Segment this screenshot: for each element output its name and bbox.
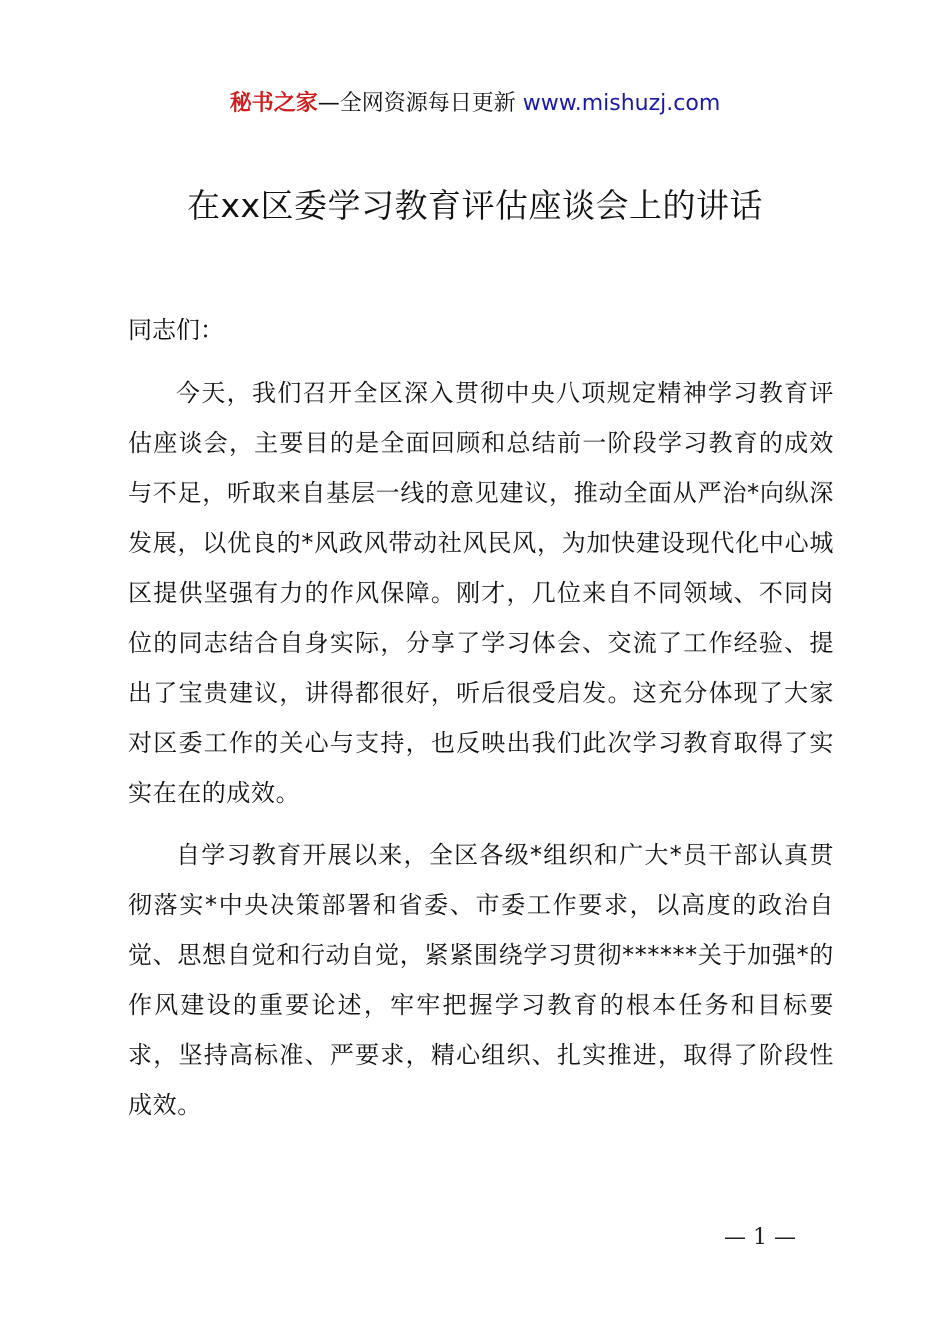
page-number: — 1 — xyxy=(724,1225,796,1250)
brand-name: 秘书之家 xyxy=(229,91,318,116)
document-title: 在xx区委学习教育评估座谈会上的讲话 xyxy=(186,186,764,225)
body-paragraph-1: 今天，我们召开全区深入贯彻中央八项规定精神学习教育评估座谈会，主要目的是全面回顾和总结前一阶段学习教育的成效与不足，听取来自基层一线的意见建议，推动全面从严治*向纵深发展，以优良的*风政风带动社风民风，为加快建设现代化中心城区提供坚强有力的作风保障。刚才，几位来自不同领域、不同岗位的同志结合自身实际，分享了学习体会、交流了工作经验、提出了宝贵建议，讲得都很好，听后很受启发。这充分体现了大家对区委工作的关心与支持，也反映出我们此次学习教育取得了实实在在的成效。 xyxy=(128,379,834,807)
salutation: 同志们： xyxy=(128,316,224,344)
site-header xyxy=(0,88,950,120)
site-url[interactable]: www.mishuzj.com xyxy=(515,91,721,116)
header-tagline: —全网资源每日更新 xyxy=(317,91,516,116)
body-paragraph-2: 自学习教育开展以来，全区各级*组织和广大*员干部认真贯彻落实*中央决策部署和省委、市委工作要求，以高度的政治自觉、思想自觉和行动自觉，紧紧围绕学习贯彻******关于加强*的作风建设的重要论述，牢牢把握学习教育的根本任务和目标要求，坚持高标准、严要求，精心组织、扎实推进，取得了阶段性成效。 xyxy=(128,841,834,1119)
